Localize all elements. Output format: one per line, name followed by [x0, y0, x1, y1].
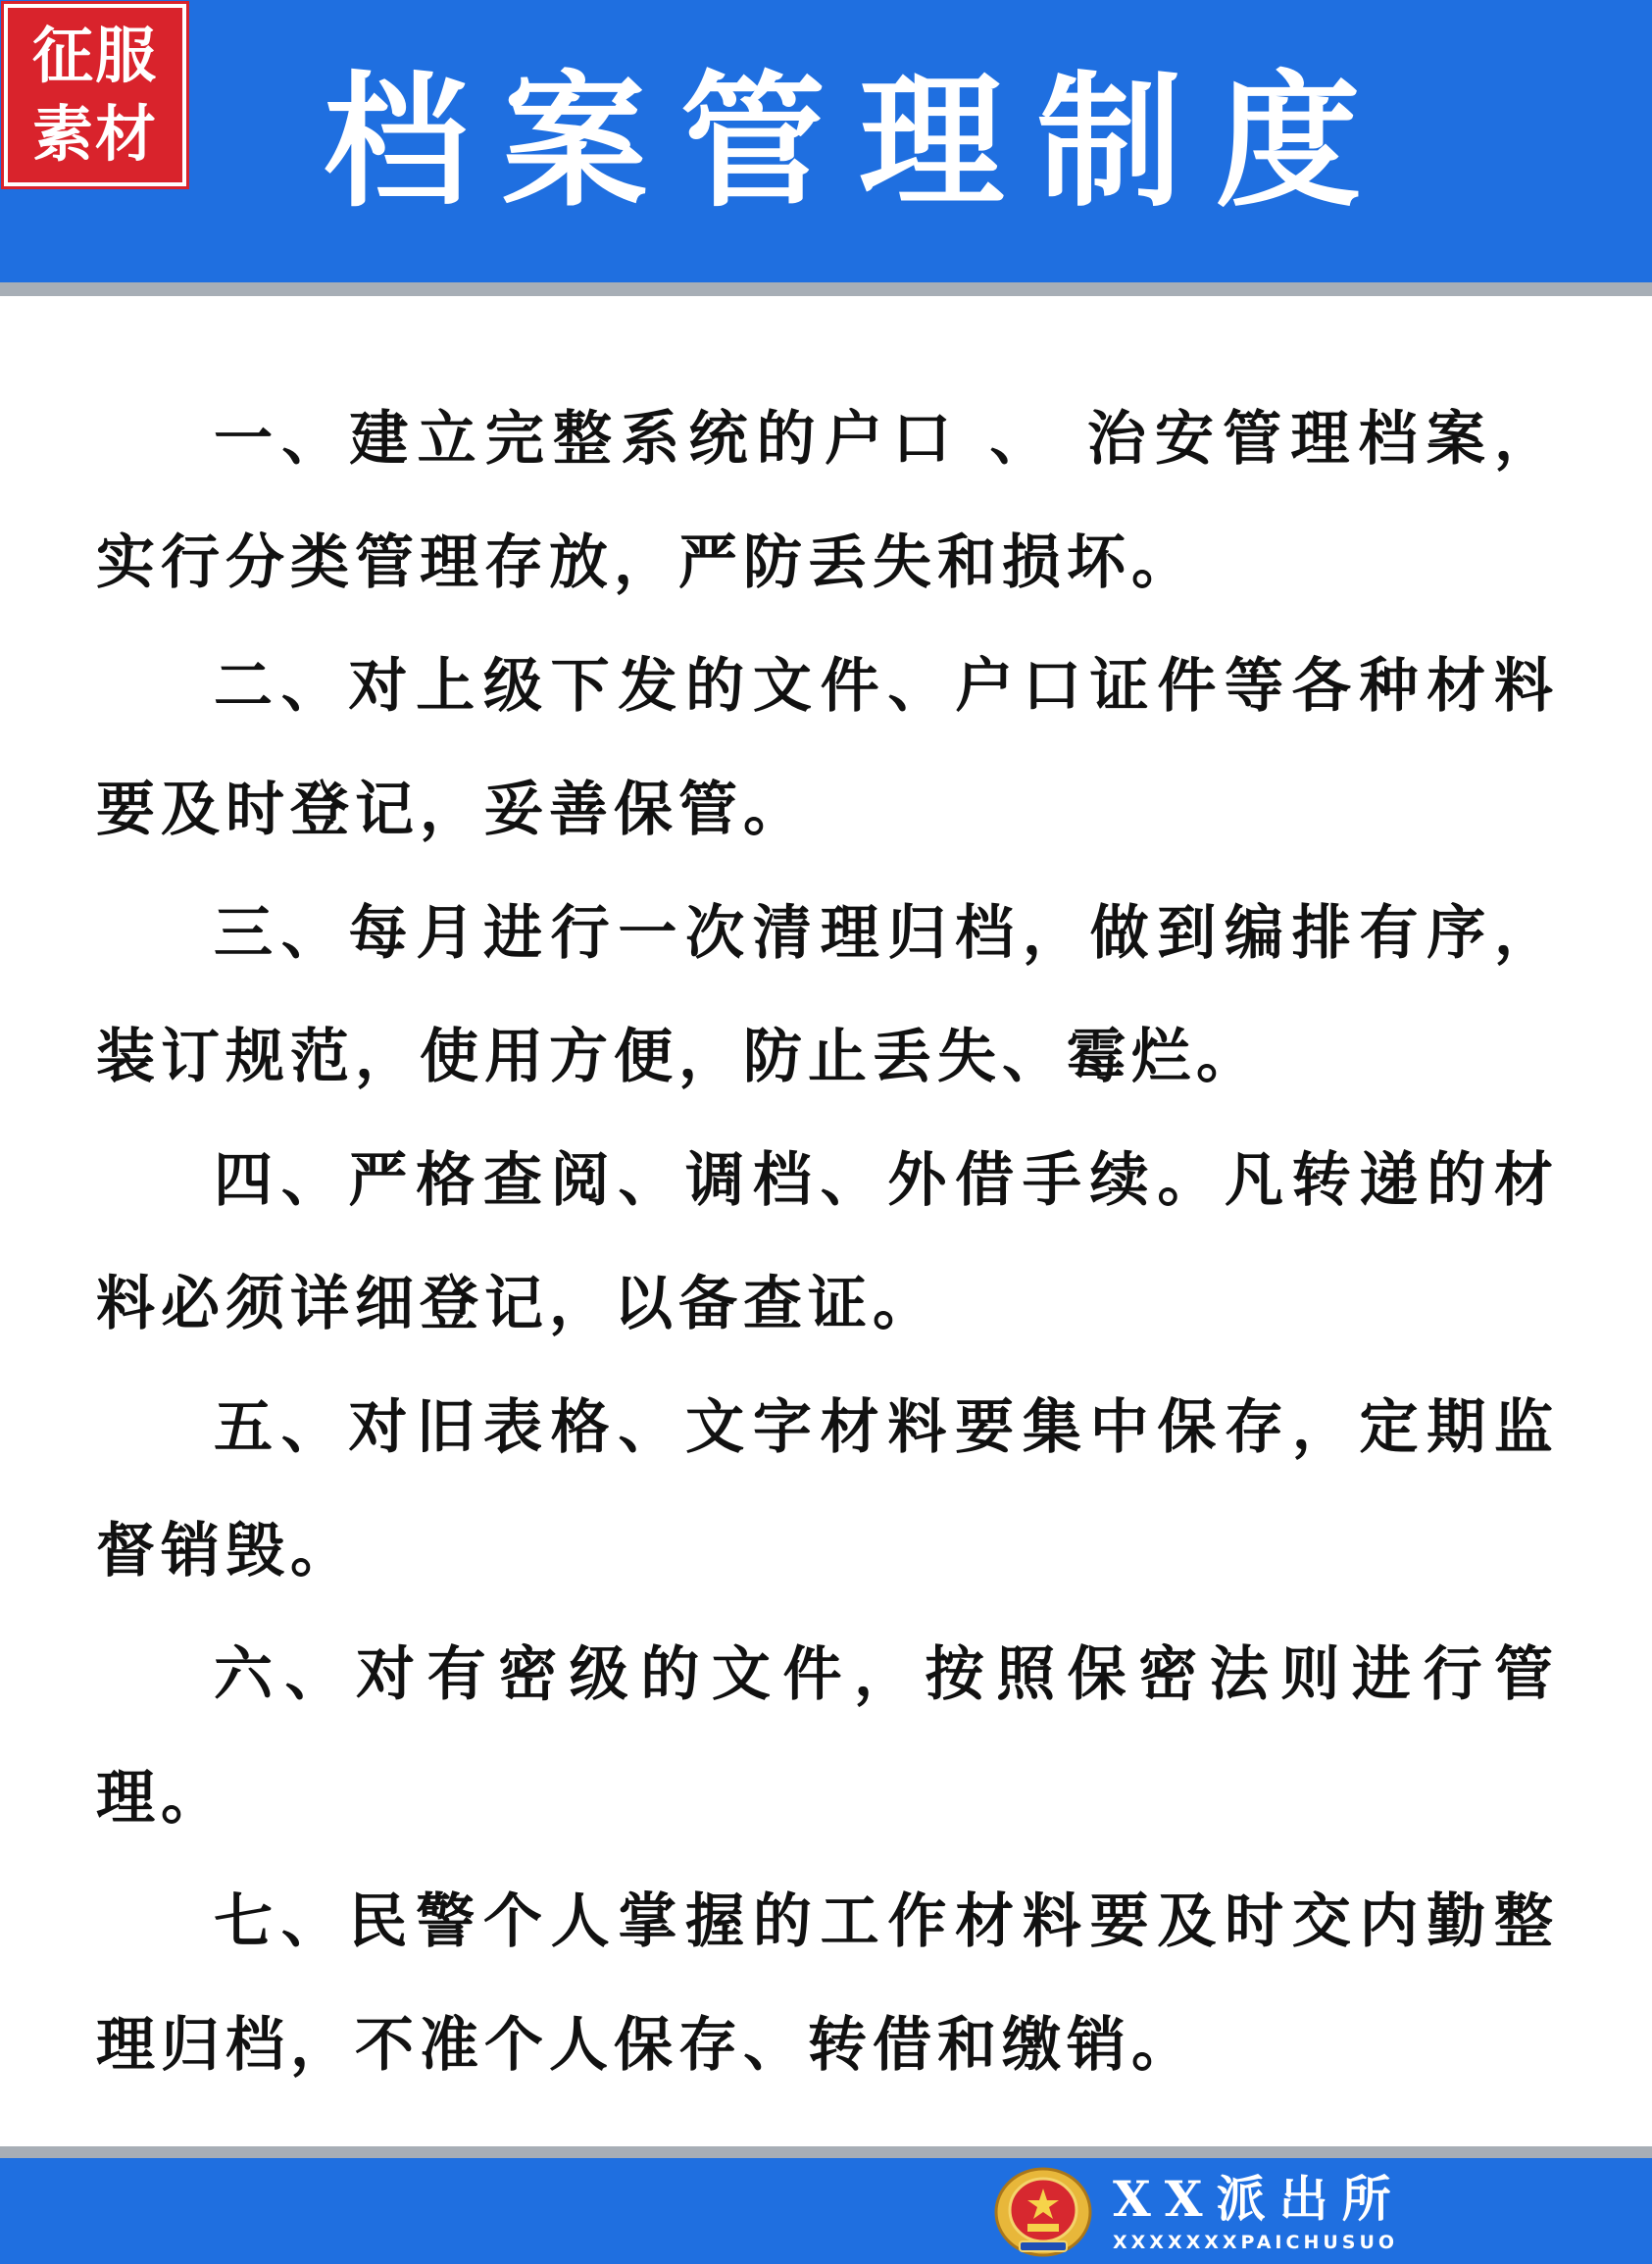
- rule-item-6: 六、对有密级的文件，按照保密法则进行管理。: [96, 1640, 1559, 1833]
- logo-line-2: 素材: [31, 98, 158, 170]
- rule-item-1: 一、建立完整系统的户口 、 治安管理档案，实行分类管理存放，严防丢失和损坏。: [96, 405, 1559, 597]
- rule-item-5: 五、对旧表格、文字材料要集中保存，定期监督销毁。: [96, 1393, 1559, 1585]
- logo-line-1: 征服: [31, 20, 158, 91]
- watermark-logo: [4, 4, 186, 186]
- footer-divider: [0, 2146, 1652, 2158]
- police-emblem-icon: [990, 2165, 1096, 2259]
- rule-item-7: 七、民警个人掌握的工作材料要及时交内勤整理归档，不准个人保存、转借和缴销。: [96, 1887, 1559, 2080]
- station-name: XX派出所: [1113, 2170, 1405, 2228]
- header-divider: [0, 282, 1652, 296]
- station-pinyin: XXXXXXXPAICHUSUO: [1113, 2232, 1399, 2253]
- page-title: 档案管理制度: [324, 58, 1394, 226]
- rule-item-3: 三、每月进行一次清理归档，做到编排有序，装订规范，使用方便，防止丢失、霉烂。: [96, 899, 1559, 1091]
- rule-item-4: 四、严格查阅、调档、外借手续。凡转递的材料必须详细登记，以备查证。: [96, 1146, 1559, 1338]
- rules-body: [96, 377, 1559, 2107]
- rule-item-2: 二、对上级下发的文件、户口证件等各种材料要及时登记，妥善保管。: [96, 652, 1559, 844]
